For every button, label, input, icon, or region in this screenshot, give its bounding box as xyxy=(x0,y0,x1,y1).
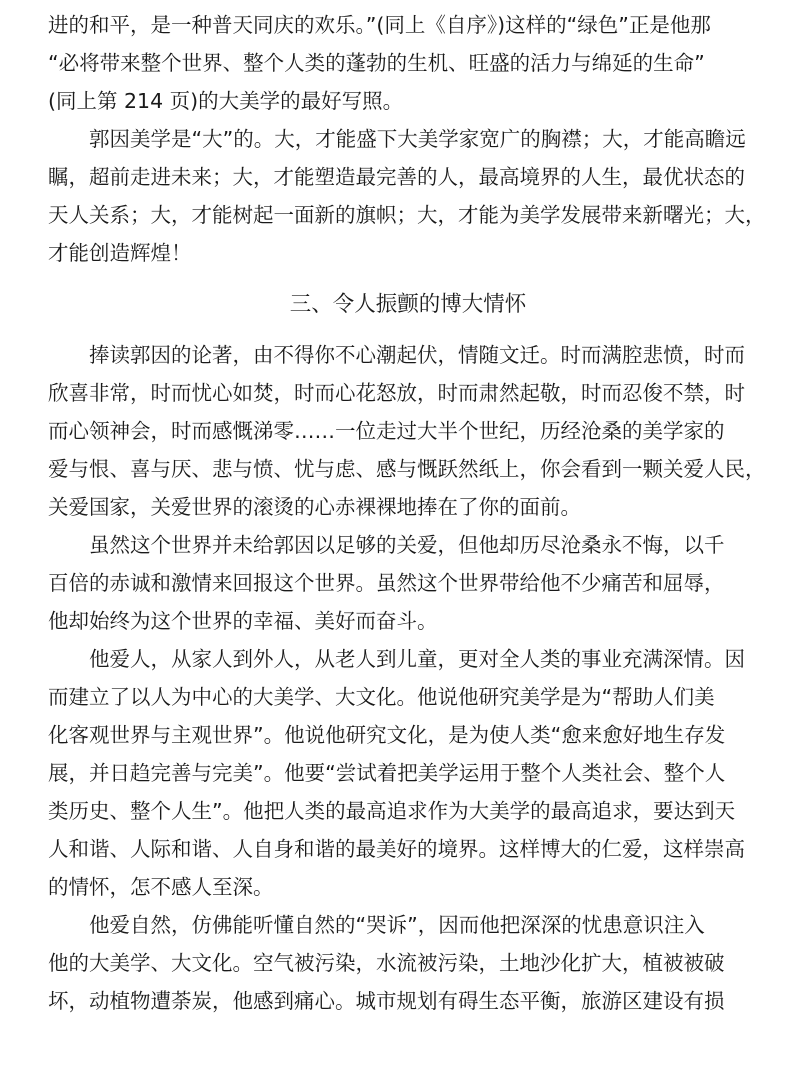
text-line: 展，并日趋完善与完美”。他要“尝试着把美学运用于整个人类社会、整个人 xyxy=(48,761,726,785)
text-line: 他爱人，从家人到外人，从老人到儿童，更对全人类的事业充满深情。因 xyxy=(48,647,745,671)
text-line: 爱与恨、喜与厌、悲与愤、忧与虑、感与慨跃然纸上，你会看到一颗关爱人民， xyxy=(48,457,766,481)
text-line: 的情怀，怎不感人至深。 xyxy=(48,875,274,899)
text-line: 才能创造辉煌！ xyxy=(48,241,192,265)
text-line: 他的大美学、大文化。空气被污染，水流被污染，土地沙化扩大，植被被破 xyxy=(48,951,725,975)
text-line: 百倍的赤诚和激情来回报这个世界。虽然这个世界带给他不少痛苦和屈辱， xyxy=(48,571,725,595)
text-line: 捧读郭因的论著，由不得你不心潮起伏，情随文迁。时而满腔悲愤，时而 xyxy=(48,343,745,367)
text-line: 瞩，超前走进未来；大，才能塑造最完善的人，最高境界的人生，最优状态的 xyxy=(48,165,745,189)
text-line: 虽然这个世界并未给郭因以足够的关爱，但他却历尽沧桑永不悔，以千 xyxy=(48,533,725,557)
section-2 xyxy=(48,336,768,1020)
text-line: 人和谐、人际和谐、人自身和谐的最美好的境界。这样博大的仁爱，这样崇高 xyxy=(48,837,745,861)
text-line: 天人关系；大，才能树起一面新的旗帜；大，才能为美学发展带来新曙光；大， xyxy=(48,203,766,227)
text-line: 坏，动植物遭荼炭，他感到痛心。城市规划有碍生态平衡，旅游区建设有损 xyxy=(48,989,725,1013)
text-line: 类历史、整个人生”。他把人类的最高追求作为大美学的最高追求，要达到天 xyxy=(48,799,736,823)
text-line: 关爱国家，关爱世界的滚烫的心赤裸裸地捧在了你的面前。 xyxy=(48,495,581,519)
text-line: 进的和平，是一种普天同庆的欢乐。”(同上《自序》)这样的“绿色”正是他那 xyxy=(48,13,711,37)
text-line: 而建立了以人为中心的大美学、大文化。他说他研究美学是为“帮助人们美 xyxy=(48,685,715,709)
section-1 xyxy=(48,6,768,272)
text-line: (同上第 214 页)的大美学的最好写照。 xyxy=(48,89,404,113)
text-line: 他爱自然，仿佛能听懂自然的“哭诉”，因而他把深深的忧患意识注入 xyxy=(48,913,705,937)
text-line: “必将带来整个世界、整个人类的蓬勃的生机、旺盛的活力与绵延的生命” xyxy=(48,51,705,75)
document-page xyxy=(48,6,768,1020)
text-line: 欣喜非常，时而忧心如焚，时而心花怒放，时而肃然起敬，时而忍俊不禁，时 xyxy=(48,381,745,405)
text-line: 郭因美学是“大”的。大，才能盛下大美学家宽广的胸襟；大，才能高瞻远 xyxy=(48,127,746,151)
section-heading: 三、令人振颤的博大情怀 xyxy=(289,292,527,317)
text-line: 化客观世界与主观世界”。他说他研究文化，是为使人类“愈来愈好地生存发 xyxy=(48,723,726,747)
text-line: 而心领神会，时而感慨涕零……一位走过大半个世纪，历经沧桑的美学家的 xyxy=(48,419,725,443)
text-line: 他却始终为这个世界的幸福、美好而奋斗。 xyxy=(48,609,438,633)
